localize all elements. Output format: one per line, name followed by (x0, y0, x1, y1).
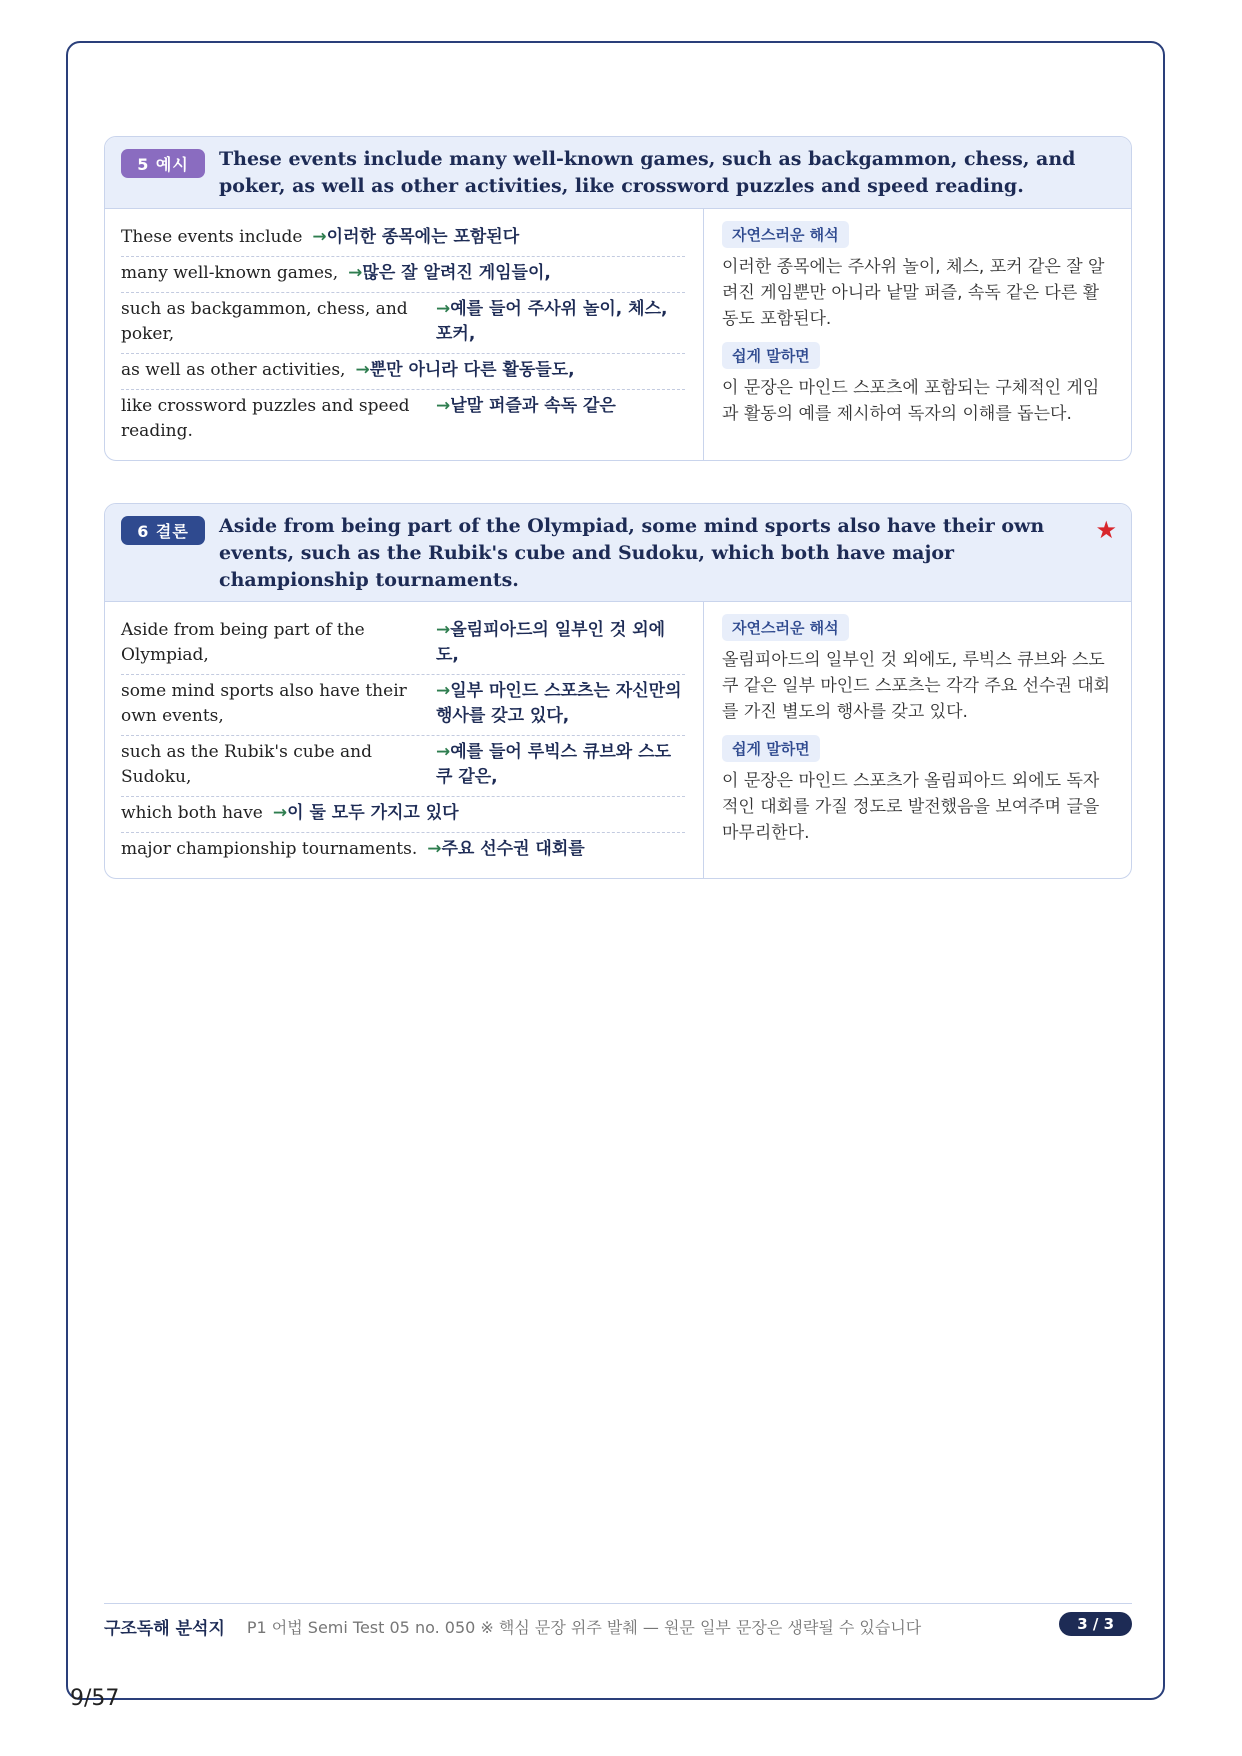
interpretation-panel (704, 602, 1131, 878)
chunk-korean: →이 둘 모두 가지고 있다 (272, 803, 459, 823)
chunk-english: such as the Rubik's cube and Sudoku, (121, 742, 373, 787)
chunk-list (105, 602, 704, 878)
chunk-english: some mind sports also have their own events, (121, 681, 407, 726)
footer-subtitle: P1 어법 Semi Test 05 no. 050 ※ 핵심 문장 위주 발췌 — 원문 일부 문장은 생략될 수 있습니다 (246, 1617, 922, 1637)
easy-text: 이 문장은 마인드 스포츠가 올림피아드 외에도 독자적인 대회를 가질 정도로 발전했음을 보여주며 글을 마무리한다. (722, 771, 1100, 843)
chunk-row (121, 797, 685, 833)
page-counter: 9/57 (70, 1686, 120, 1711)
arrow-icon: → (436, 396, 451, 416)
natural-label: 자연스러운 해석 (722, 221, 849, 248)
arrow-icon: → (436, 620, 451, 640)
arrow-icon: → (272, 803, 288, 823)
arrow-icon: → (312, 227, 327, 247)
card-header (105, 137, 1131, 209)
star-icon: ★ (1095, 516, 1117, 544)
natural-text: 올림피아드의 일부인 것 외에도, 루빅스 큐브와 스도쿠 같은 일부 마인드 스포츠는 각각 주요 선수권 대회를 가진 별도의 행사를 갖고 있다. (722, 650, 1111, 722)
card-header (105, 504, 1131, 602)
chunk-row (121, 390, 685, 450)
sentence-headline: These events include many well-known games, such as backgammon, chess, and poker, as well as other activities, like crossword puzzles and speed reading. (219, 148, 1076, 197)
sentence-badge: 5 예시 (121, 149, 205, 178)
chunk-korean: →주요 선수권 대회를 (427, 839, 585, 859)
page-footer (104, 1603, 1132, 1648)
chunk-row (121, 675, 685, 736)
easy-label: 쉽게 말하면 (722, 735, 820, 762)
sentence-badge: 6 결론 (121, 516, 205, 545)
chunk-row (121, 833, 685, 868)
easy-text: 이 문장은 마인드 스포츠에 포함되는 구체적인 게임과 활동의 예를 제시하여 독자의 이해를 돕는다. (722, 378, 1100, 424)
chunk-korean: →일부 마인드 스포츠는 자신만의 행사를 갖고 있다, (436, 681, 682, 726)
page-indicator: 3 / 3 (1059, 1612, 1132, 1636)
sentence-headline: Aside from being part of the Olympiad, some mind sports also have their own events, such as the Rubik's cube and Sudoku, which both have major championship tournaments. (219, 515, 1045, 591)
chunk-english: which both have (121, 803, 263, 823)
chunk-korean: →이러한 종목에는 포함된다 (312, 227, 520, 247)
chunk-row (121, 736, 685, 797)
arrow-icon: → (348, 263, 363, 283)
chunk-english: as well as other activities, (121, 360, 346, 380)
interpretation-panel (704, 209, 1131, 460)
chunk-row (121, 614, 685, 675)
arrow-icon: → (436, 742, 451, 762)
chunk-korean: →낱말 퍼즐과 속독 같은 (436, 396, 616, 416)
chunk-english: like crossword puzzles and speed reading. (121, 396, 410, 441)
card-body (105, 602, 1131, 878)
chunk-row (121, 221, 685, 257)
chunk-english: such as backgammon, chess, and poker, (121, 299, 408, 344)
arrow-icon: → (355, 360, 370, 380)
chunk-english: These events include (121, 227, 303, 247)
natural-label: 자연스러운 해석 (722, 614, 849, 641)
chunk-row (121, 354, 685, 390)
chunk-english: Aside from being part of the Olympiad, (121, 620, 365, 665)
chunk-row (121, 257, 685, 293)
chunk-korean: →올림피아드의 일부인 것 외에도, (436, 620, 666, 665)
chunk-english: many well-known games, (121, 263, 339, 283)
arrow-icon: → (436, 681, 451, 701)
sentence-card-6 (104, 503, 1132, 879)
natural-text: 이러한 종목에는 주사위 놀이, 체스, 포커 같은 잘 알려진 게임뿐만 아니라 낱말 퍼즐, 속독 같은 다른 활동도 포함된다. (722, 257, 1105, 329)
arrow-icon: → (427, 839, 442, 859)
chunk-list (105, 209, 704, 460)
arrow-icon: → (436, 299, 451, 319)
chunk-korean: →예를 들어 주사위 놀이, 체스, 포커, (436, 299, 668, 344)
chunk-korean: →많은 잘 알려진 게임들이, (348, 263, 551, 283)
chunk-korean: →예를 들어 루빅스 큐브와 스도쿠 같은, (436, 742, 671, 787)
sentence-card-5 (104, 136, 1132, 461)
chunk-english: major championship tournaments. (121, 839, 418, 859)
chunk-row (121, 293, 685, 354)
card-body (105, 209, 1131, 460)
footer-title: 구조독해 분석지 (104, 1618, 225, 1639)
chunk-korean: →뿐만 아니라 다른 활동들도, (355, 360, 575, 380)
easy-label: 쉽게 말하면 (722, 342, 820, 369)
